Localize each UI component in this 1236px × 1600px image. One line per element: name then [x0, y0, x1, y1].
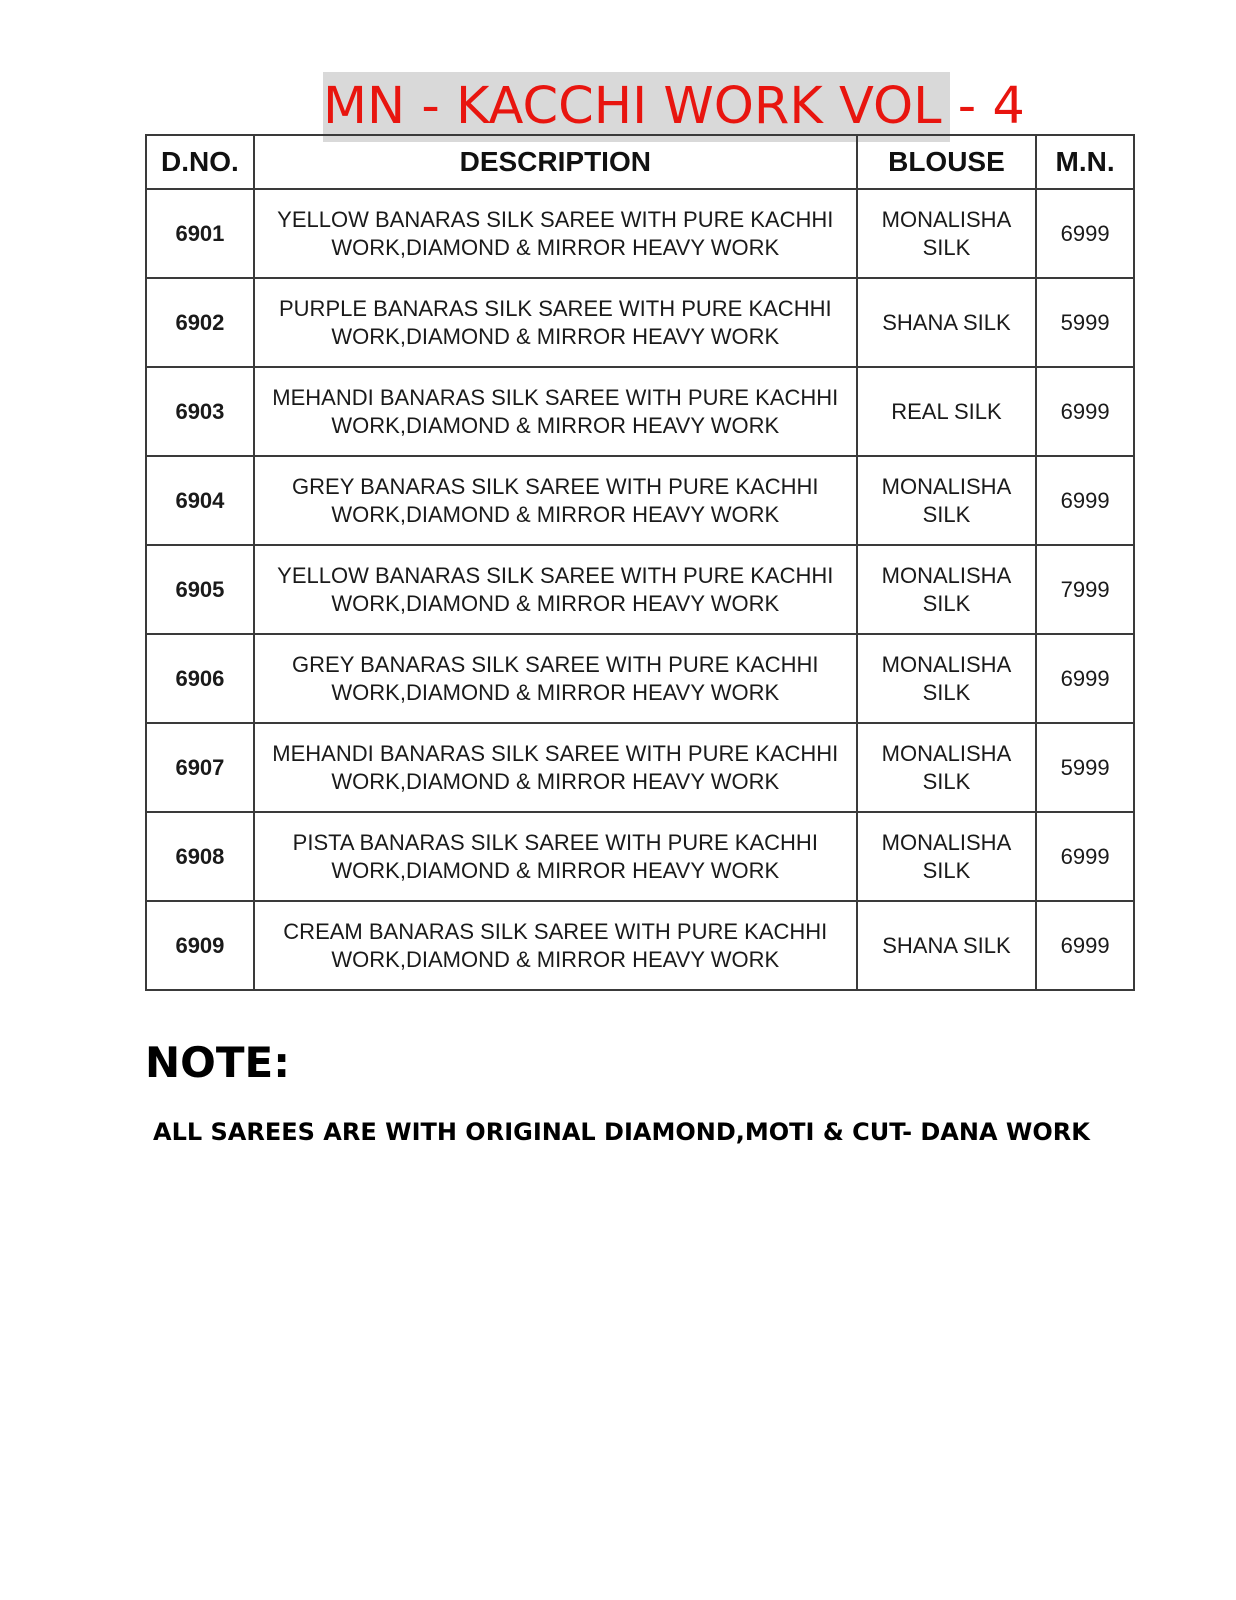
cell-mn: 6999 [1036, 901, 1134, 990]
cell-mn: 6999 [1036, 189, 1134, 278]
cell-dno: 6905 [146, 545, 254, 634]
cell-mn: 6999 [1036, 812, 1134, 901]
table-row [146, 901, 1134, 990]
description-line-1: MEHANDI BANARAS SILK SAREE WITH PURE KACHHI [272, 384, 839, 410]
note-heading: NOTE: [145, 1038, 290, 1087]
cell-description [254, 278, 857, 367]
table-header-row [146, 135, 1134, 189]
header-mn: M.N. [1036, 135, 1134, 189]
blouse-line-1: REAL SILK [891, 398, 1002, 424]
catalog-table [145, 134, 1135, 991]
cell-mn: 7999 [1036, 545, 1134, 634]
cell-description [254, 812, 857, 901]
blouse-line-1: MONALISHA [881, 562, 1012, 588]
cell-mn: 5999 [1036, 723, 1134, 812]
page-title: MN - KACCHI WORK VOL - 4 [323, 77, 1025, 136]
header-blouse: BLOUSE [857, 135, 1036, 189]
table-row [146, 278, 1134, 367]
cell-description [254, 723, 857, 812]
description-line-2: WORK,DIAMOND & MIRROR HEAVY WORK [331, 679, 780, 705]
blouse-line-1: MONALISHA [881, 473, 1012, 499]
blouse-line-1: SHANA SILK [882, 932, 1011, 958]
cell-dno: 6908 [146, 812, 254, 901]
note-text: ALL SAREES ARE WITH ORIGINAL DIAMOND,MOTI & CUT- DANA WORK [153, 1118, 1090, 1146]
description-line-1: GREY BANARAS SILK SAREE WITH PURE KACHHI [292, 473, 819, 499]
cell-description [254, 634, 857, 723]
description-line-1: MEHANDI BANARAS SILK SAREE WITH PURE KACHHI [272, 740, 839, 766]
blouse-line-1: MONALISHA [881, 206, 1012, 232]
blouse-line-1: MONALISHA [881, 740, 1012, 766]
cell-description [254, 189, 857, 278]
blouse-line-2: SILK [922, 857, 971, 883]
blouse-line-2: SILK [922, 590, 971, 616]
header-description: DESCRIPTION [254, 135, 857, 189]
cell-blouse [857, 545, 1036, 634]
cell-description [254, 456, 857, 545]
header-dno: D.NO. [146, 135, 254, 189]
description-line-1: GREY BANARAS SILK SAREE WITH PURE KACHHI [292, 651, 819, 677]
cell-blouse [857, 634, 1036, 723]
cell-description [254, 367, 857, 456]
cell-blouse [857, 723, 1036, 812]
description-line-1: PISTA BANARAS SILK SAREE WITH PURE KACHHI [292, 829, 818, 855]
blouse-line-1: MONALISHA [881, 651, 1012, 677]
table-row [146, 634, 1134, 723]
table-row [146, 189, 1134, 278]
table-row [146, 812, 1134, 901]
cell-blouse [857, 367, 1036, 456]
cell-description [254, 901, 857, 990]
description-line-2: WORK,DIAMOND & MIRROR HEAVY WORK [331, 412, 780, 438]
description-line-2: WORK,DIAMOND & MIRROR HEAVY WORK [331, 501, 780, 527]
blouse-line-2: SILK [922, 679, 971, 705]
cell-blouse [857, 901, 1036, 990]
cell-blouse [857, 456, 1036, 545]
cell-blouse [857, 189, 1036, 278]
blouse-line-1: MONALISHA [881, 829, 1012, 855]
description-line-2: WORK,DIAMOND & MIRROR HEAVY WORK [331, 590, 780, 616]
table-row [146, 723, 1134, 812]
cell-blouse [857, 812, 1036, 901]
cell-mn: 6999 [1036, 634, 1134, 723]
description-line-2: WORK,DIAMOND & MIRROR HEAVY WORK [331, 234, 780, 260]
description-line-2: WORK,DIAMOND & MIRROR HEAVY WORK [331, 946, 780, 972]
description-line-1: YELLOW BANARAS SILK SAREE WITH PURE KACHHI [277, 562, 834, 588]
blouse-line-2: SILK [922, 501, 971, 527]
blouse-line-2: SILK [922, 768, 971, 794]
blouse-line-2: SILK [922, 234, 971, 260]
blouse-line-1: SHANA SILK [882, 309, 1011, 335]
cell-mn: 5999 [1036, 278, 1134, 367]
description-line-2: WORK,DIAMOND & MIRROR HEAVY WORK [331, 323, 780, 349]
cell-dno: 6903 [146, 367, 254, 456]
cell-dno: 6906 [146, 634, 254, 723]
cell-dno: 6907 [146, 723, 254, 812]
cell-blouse [857, 278, 1036, 367]
cell-mn: 6999 [1036, 367, 1134, 456]
cell-dno: 6909 [146, 901, 254, 990]
description-line-2: WORK,DIAMOND & MIRROR HEAVY WORK [331, 768, 780, 794]
description-line-1: PURPLE BANARAS SILK SAREE WITH PURE KACHHI [279, 295, 832, 321]
table-row [146, 545, 1134, 634]
cell-dno: 6902 [146, 278, 254, 367]
table-row [146, 367, 1134, 456]
cell-mn: 6999 [1036, 456, 1134, 545]
description-line-1: CREAM BANARAS SILK SAREE WITH PURE KACHHI [283, 918, 828, 944]
description-line-1: YELLOW BANARAS SILK SAREE WITH PURE KACHHI [277, 206, 834, 232]
cell-dno: 6901 [146, 189, 254, 278]
cell-dno: 6904 [146, 456, 254, 545]
table-row [146, 456, 1134, 545]
cell-description [254, 545, 857, 634]
description-line-2: WORK,DIAMOND & MIRROR HEAVY WORK [331, 857, 780, 883]
